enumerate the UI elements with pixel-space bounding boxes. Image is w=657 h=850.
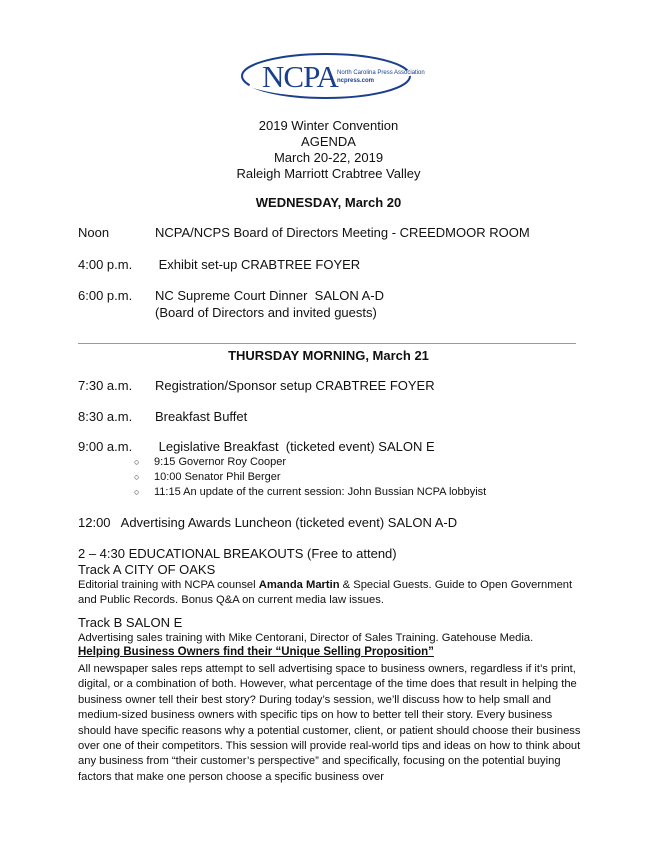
agenda-header <box>0 118 657 182</box>
track-b-intro: Advertising sales training with Mike Centorani, Director of Sales Training. Gatehouse Media. <box>78 632 534 644</box>
logo-text: NCPA <box>262 59 338 94</box>
agenda-row <box>78 408 247 425</box>
agenda-desc: NCPA/NCPS Board of Directors Meeting - CREEDMOOR ROOM <box>155 225 530 240</box>
agenda-time: Noon <box>78 225 110 240</box>
event-dates: March 20-22, 2019 <box>273 150 384 165</box>
track-a-speaker: Amanda Martin <box>258 579 340 591</box>
ncpa-logo <box>240 50 425 102</box>
agenda-desc: NC Supreme Court Dinner SALON A-D <box>155 288 385 303</box>
agenda-row <box>78 438 435 455</box>
convention-title: 2019 Winter Convention <box>258 118 399 133</box>
agenda-desc: Breakfast Buffet <box>155 409 248 424</box>
luncheon-line: 12:00 Advertising Awards Luncheon (ticketed event) SALON A-D <box>78 515 458 530</box>
agenda-row <box>78 377 435 394</box>
agenda-row <box>78 224 530 241</box>
bullet-circle-icon: ○ <box>134 457 140 467</box>
track-b-headline: Helping Business Owners find their “Unique Selling Proposition” <box>78 646 434 658</box>
bullet-text: 11:15 An update of the current session: John Bussian NCPA lobbyist <box>154 486 487 498</box>
thursday-heading: THURSDAY MORNING, March 21 <box>228 348 429 363</box>
agenda-time: 7:30 a.m. <box>78 378 133 393</box>
bullet-circle-icon: ○ <box>134 487 140 497</box>
breakouts-heading: 2 – 4:30 EDUCATIONAL BREAKOUTS (Free to attend) <box>78 546 397 561</box>
track-a-text-cont: & Special Guests. Guide to Open Government and Public Records. Bonus Q&A on current media law issues. <box>78 579 573 607</box>
agenda-desc: Registration/Sponsor setup CRABTREE FOYER <box>155 378 435 393</box>
wednesday-heading: WEDNESDAY, March 20 <box>255 195 402 210</box>
list-item <box>134 470 281 485</box>
agenda-row <box>78 256 360 273</box>
track-a-description <box>78 578 588 609</box>
bullet-text: 9:15 Governor Roy Cooper <box>154 456 287 468</box>
agenda-time: 9:00 a.m. <box>78 439 133 454</box>
agenda-time: 6:00 p.m. <box>78 288 133 303</box>
agenda-desc: Legislative Breakfast (ticketed event) SALON E <box>155 439 435 454</box>
section-divider <box>78 343 576 344</box>
logo-url: ncpress.com <box>337 78 375 84</box>
list-item <box>134 485 486 500</box>
track-a-title: Track A CITY OF OAKS <box>78 562 216 577</box>
list-item <box>134 455 286 470</box>
agenda-desc: Exhibit set-up CRABTREE FOYER <box>155 257 361 272</box>
agenda-title: AGENDA <box>301 134 356 149</box>
track-b-body: All newspaper sales reps attempt to sell advertising space to business owners, regardless if it’s print, digital, or a combination of both. However, what percentage of the time does that result in helping the business owner tell their best story? During today’s session, we’ll discuss how to help small and medium-sized business owners with specific tips on how to better tell their story. Every business should have specific reasons why a potential customer, client, or patient should choose their business over one of their competitors. This session will provide real-world tips and ideas on how to think about any business from “their customer’s perspective” and specifically, focusing on the potential buying factors that make one person choose a specific business over <box>78 663 581 783</box>
logo-org-name: North Carolina Press Association <box>337 70 425 76</box>
event-venue: Raleigh Marriott Crabtree Valley <box>236 166 421 181</box>
agenda-subnote: (Board of Directors and invited guests) <box>155 305 377 320</box>
track-b-title: Track B SALON E <box>78 615 183 630</box>
bullet-text: 10:00 Senator Phil Berger <box>154 471 281 483</box>
agenda-time: 4:00 p.m. <box>78 257 133 272</box>
track-a-text: Editorial training with NCPA counsel <box>78 579 259 591</box>
agenda-time: 8:30 a.m. <box>78 409 133 424</box>
bullet-circle-icon: ○ <box>134 472 140 482</box>
agenda-row <box>78 287 384 321</box>
